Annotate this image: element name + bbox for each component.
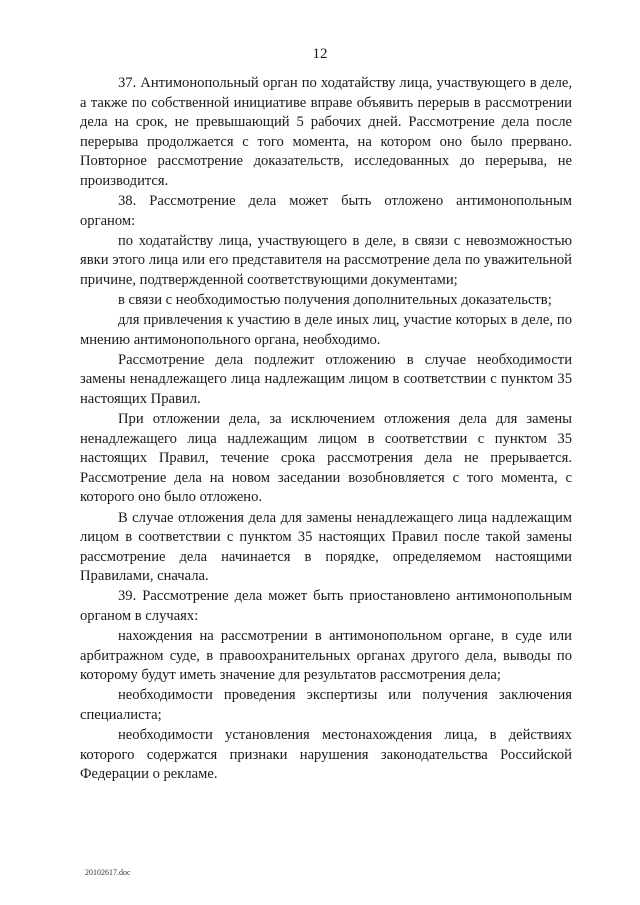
paragraph-38-restart: В случае отложения дела для замены ненадлежащего лица надлежащим лицом в соответствии с пунктом 35 настоящих Правил после такой замены рассмотрение дела начинается в порядке, определяемом настоящими Правилами, сначала. [80,509,572,585]
paragraph-38: 38. Рассмотрение дела может быть отложено антимонопольным органом: [80,193,572,229]
document-body [80,74,572,785]
paragraph-38-item-3: для привлечения к участию в деле иных лиц, участие которых в деле, по мнению антимонопольного органа, необходимо. [80,312,572,348]
page-number: 12 [312,46,328,62]
footer-filename: 20102617.doc [85,868,131,877]
paragraph-39-item-1: нахождения на рассмотрении в антимонопольном органе, в суде или арбитражном суде, в правоохранительных органах другого дела, выводы по которому будут иметь значение для результатов рассмотрения дела; [80,628,572,684]
paragraph-37: 37. Антимонопольный орган по ходатайству лица, участвующего в деле, а также по собственной инициативе вправе объявить перерыв в рассмотрении дела на срок, не превышающий 5 рабочих дней. Рассмотрение дела после перерыва продолжается с того момента, на котором оно было прервано. Повторное рассмотрение доказательств, исследованных до перерыва, не производится. [80,75,572,189]
paragraph-38-item-2: в связи с необходимостью получения дополнительных доказательств; [118,292,552,309]
paragraph-38-replacement: Рассмотрение дела подлежит отложению в случае необходимости замены ненадлежащего лица надлежащим лицом в соответствии с пунктом 35 настоящих Правил. [80,351,572,407]
paragraph-39: 39. Рассмотрение дела может быть приостановлено антимонопольным органом в случаях: [80,588,572,625]
paragraph-39-item-2: необходимости проведения экспертизы или получения заключения специалиста; [80,687,572,723]
paragraph-38-postponement: При отложении дела, за исключением отложения дела для замены ненадлежащего лица надлежащим лицом в соответствии с пунктом 35 настоящих Правил, течение срока рассмотрения дела не прерывается. Рассмотрение дела на новом заседании возобновляется с того момента, с которого оно было отложено. [80,411,572,506]
paragraph-39-item-3: необходимости установления местонахождения лица, в действиях которого содержатся признаки нарушения законодательства Российской Федерации о рекламе. [80,727,572,783]
paragraph-38-item-1: по ходатайству лица, участвующего в деле, в связи с невозможностью явки этого лица или его представителя на рассмотрение дела по уважительной причине, подтвержденной соответствующими документами; [80,232,572,288]
